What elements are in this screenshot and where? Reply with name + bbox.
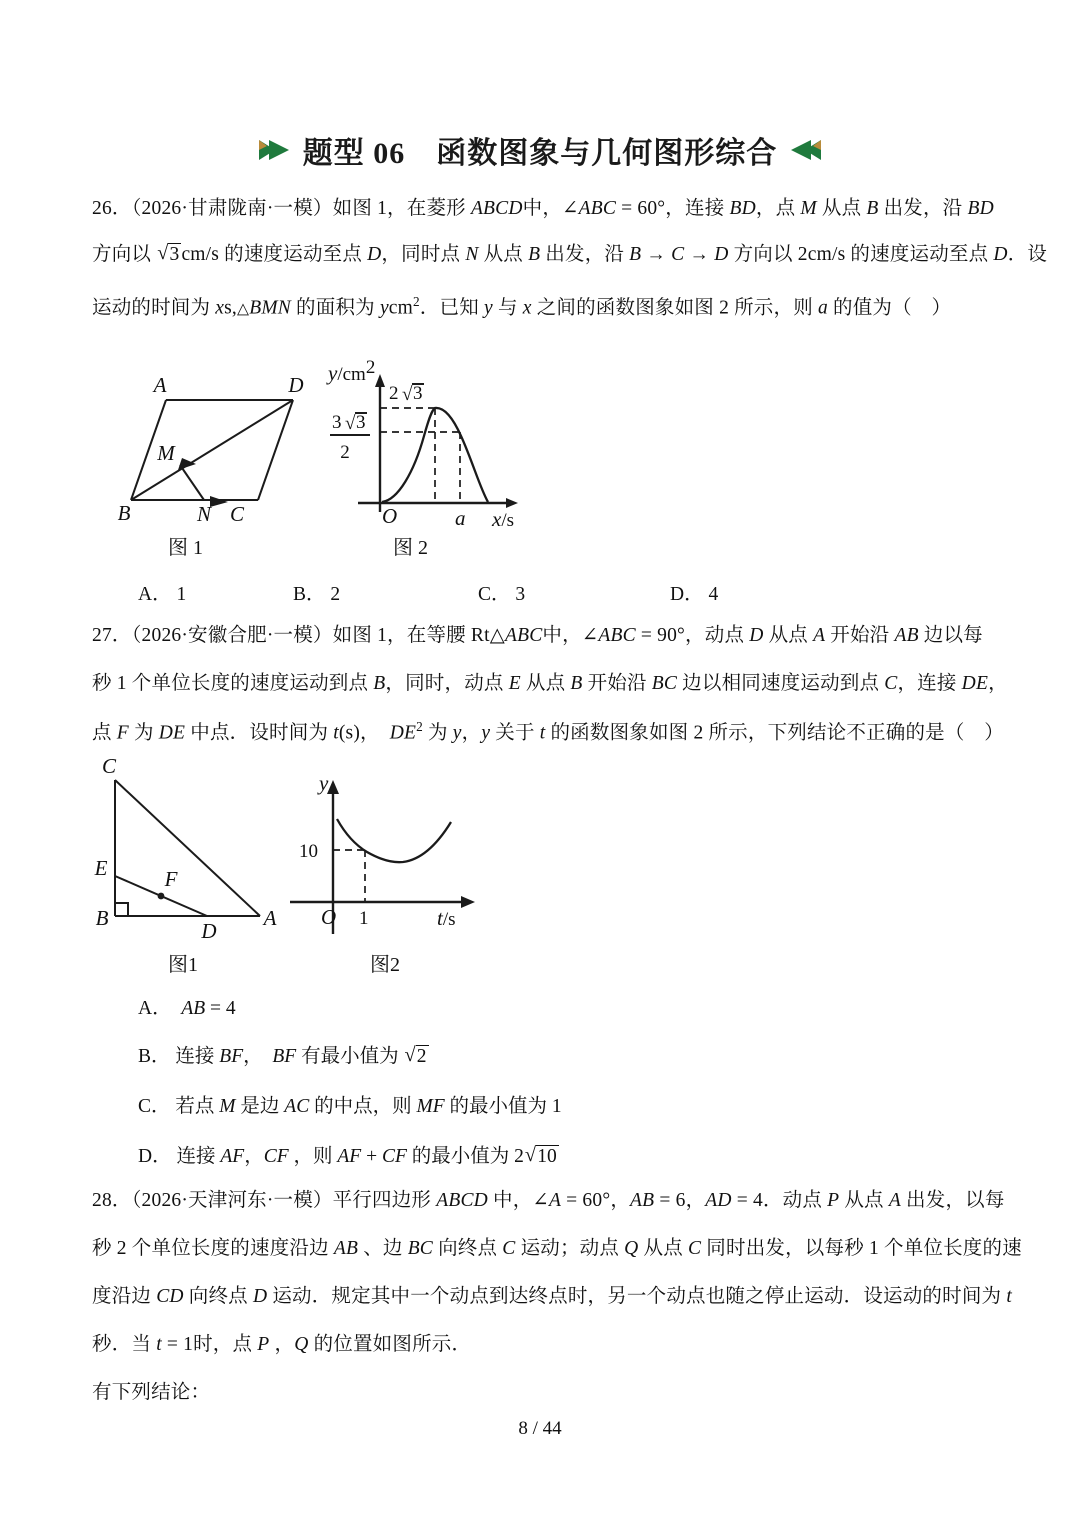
problem-27-line-3: 点 F 为 DE 中点．设时间为 t(s)， $DE^2$ 为 y，y 关于 t 的函数图象如图 2 所示，下列结论不正确的是（ ）	[92, 719, 1004, 744]
right-arrow-marker-icon	[789, 137, 823, 163]
problem-26-figure-1-caption: 图 1	[168, 537, 203, 559]
page-footer: 8 / 44	[518, 1418, 562, 1439]
y-tick-10: 10	[299, 841, 318, 862]
problem-27-option-A[interactable]: A． AB = 4	[138, 998, 236, 1019]
section-title-text: 题型 06 函数图象与几何图形综合	[302, 137, 778, 170]
figure-label-M: M	[157, 441, 175, 465]
y-axis-label: y	[319, 771, 329, 795]
section-title	[0, 128, 1080, 172]
problem-26-option-C[interactable]: C． 3	[478, 584, 526, 605]
problem-27-option-B[interactable]: B． 连接 BF， BF 有最小值为 √ 2	[138, 1040, 429, 1068]
problem-27-figure-1-caption: 图1	[168, 954, 198, 976]
svg-text:2: 2	[389, 383, 399, 404]
y-tick-2root3	[389, 383, 424, 405]
y-tick-3root3-over-2	[330, 412, 370, 463]
svg-text:3: 3	[332, 412, 342, 433]
problem-26-line-1: 26．（2026·甘肃陇南·一模）如图 1，在菱形 ABCD中，∠ABC = 60°，连接 BD，点 M 从点 B 出发，沿 BD	[92, 198, 994, 219]
x-axis-label: t/s	[437, 906, 456, 930]
problem-26-figure-1	[117, 373, 318, 528]
figure-label-E: E	[94, 856, 108, 880]
problem-26-option-B[interactable]: B． 2	[293, 584, 341, 605]
problem-27-option-C[interactable]: C． 若点 M 是边 AC 的中点，则 MF 的最小值为 1	[138, 1096, 562, 1117]
problem-26-figure-2-caption: 图 2	[393, 537, 428, 559]
problem-27-figure-2	[285, 762, 515, 942]
problem-26-line-2: 方向以 √ 3 cm/s 的速度运动至点 D，同时点 N 从点 B 出发，沿 B → C → D 方向以 2cm/s 的速度运动至点 D．设	[92, 243, 1047, 266]
svg-text:3: 3	[413, 383, 423, 404]
problem-28-line-5: 有下列结论：	[92, 1382, 211, 1403]
left-arrow-marker-icon	[257, 137, 291, 163]
figure-label-D: D	[288, 373, 304, 397]
svg-text:√: √	[345, 413, 356, 434]
figure-label-D: D	[201, 919, 217, 943]
problem-27-figure-1	[85, 754, 285, 943]
figure-label-C: C	[229, 502, 245, 526]
problem-28-line-4: 秒．当 t = 1时，点 P ，Q 的位置如图所示．	[92, 1334, 472, 1355]
problem-28-line-1: 28．（2026·天津河东·一模）平行四边形 ABCD 中，∠A = 60°，AB = 6，AD = 4．动点 P 从点 A 出发，以每	[92, 1190, 1005, 1211]
svg-text:√: √	[402, 384, 413, 405]
figure-label-B: B	[95, 906, 109, 930]
problem-27-line-1: 27．（2026·安徽合肥·一模）如图 1，在等腰 Rt△ABC中，∠ABC = 90°，动点 D 从点 A 开始沿 AB 边以每	[92, 625, 983, 646]
origin-label: O	[382, 504, 398, 528]
svg-text:3: 3	[356, 412, 366, 433]
problem-28-line-3: 度沿边 CD 向终点 D 运动．规定其中一个动点到达终点时，另一个动点也随之停止运动．设运动的时间为 t	[92, 1286, 1012, 1307]
figure-label-N: N	[196, 502, 212, 526]
problem-26-figure-2	[320, 357, 550, 531]
problem-26-option-D[interactable]: D． 4	[670, 584, 719, 605]
figure-label-A: A	[153, 373, 167, 397]
x-tick-a: a	[455, 506, 466, 530]
problem-26-option-A[interactable]: A． 1	[138, 584, 187, 605]
problem-26-line-3: 运动的时间为 xs,△BMN 的面积为 ycm$^2$．已知 y 与 x 之间的函数图象如图 2 所示，则 a 的值为（ ）	[92, 294, 952, 319]
y-axis-label: y/cm2	[328, 357, 376, 385]
figure-label-A: A	[263, 906, 277, 930]
figure-label-B: B	[117, 501, 131, 525]
x-axis-label: x/s	[492, 507, 515, 531]
problem-28-line-2: 秒 2 个单位长度的速度沿边 AB 、边 BC 向终点 C 运动；动点 Q 从点 C 同时出发，以每秒 1 个单位长度的速	[92, 1238, 1022, 1259]
problem-27-line-2: 秒 1 个单位长度的速度运动到点 B，同时，动点 E 从点 B 开始沿 BC 边以相同速度运动到点 C，连接 DE，	[92, 673, 1008, 694]
problem-27-figure-2-caption: 图2	[370, 954, 400, 976]
figure-label-C: C	[101, 754, 117, 778]
x-tick-1: 1	[359, 908, 369, 929]
figure-label-F: F	[164, 867, 178, 891]
svg-text:2: 2	[340, 442, 350, 463]
origin-label: O	[321, 905, 337, 929]
problem-27-option-D[interactable]: D． 连接 AF，CF ，则 AF + CF 的最小值为 2 √ 10	[138, 1140, 559, 1168]
